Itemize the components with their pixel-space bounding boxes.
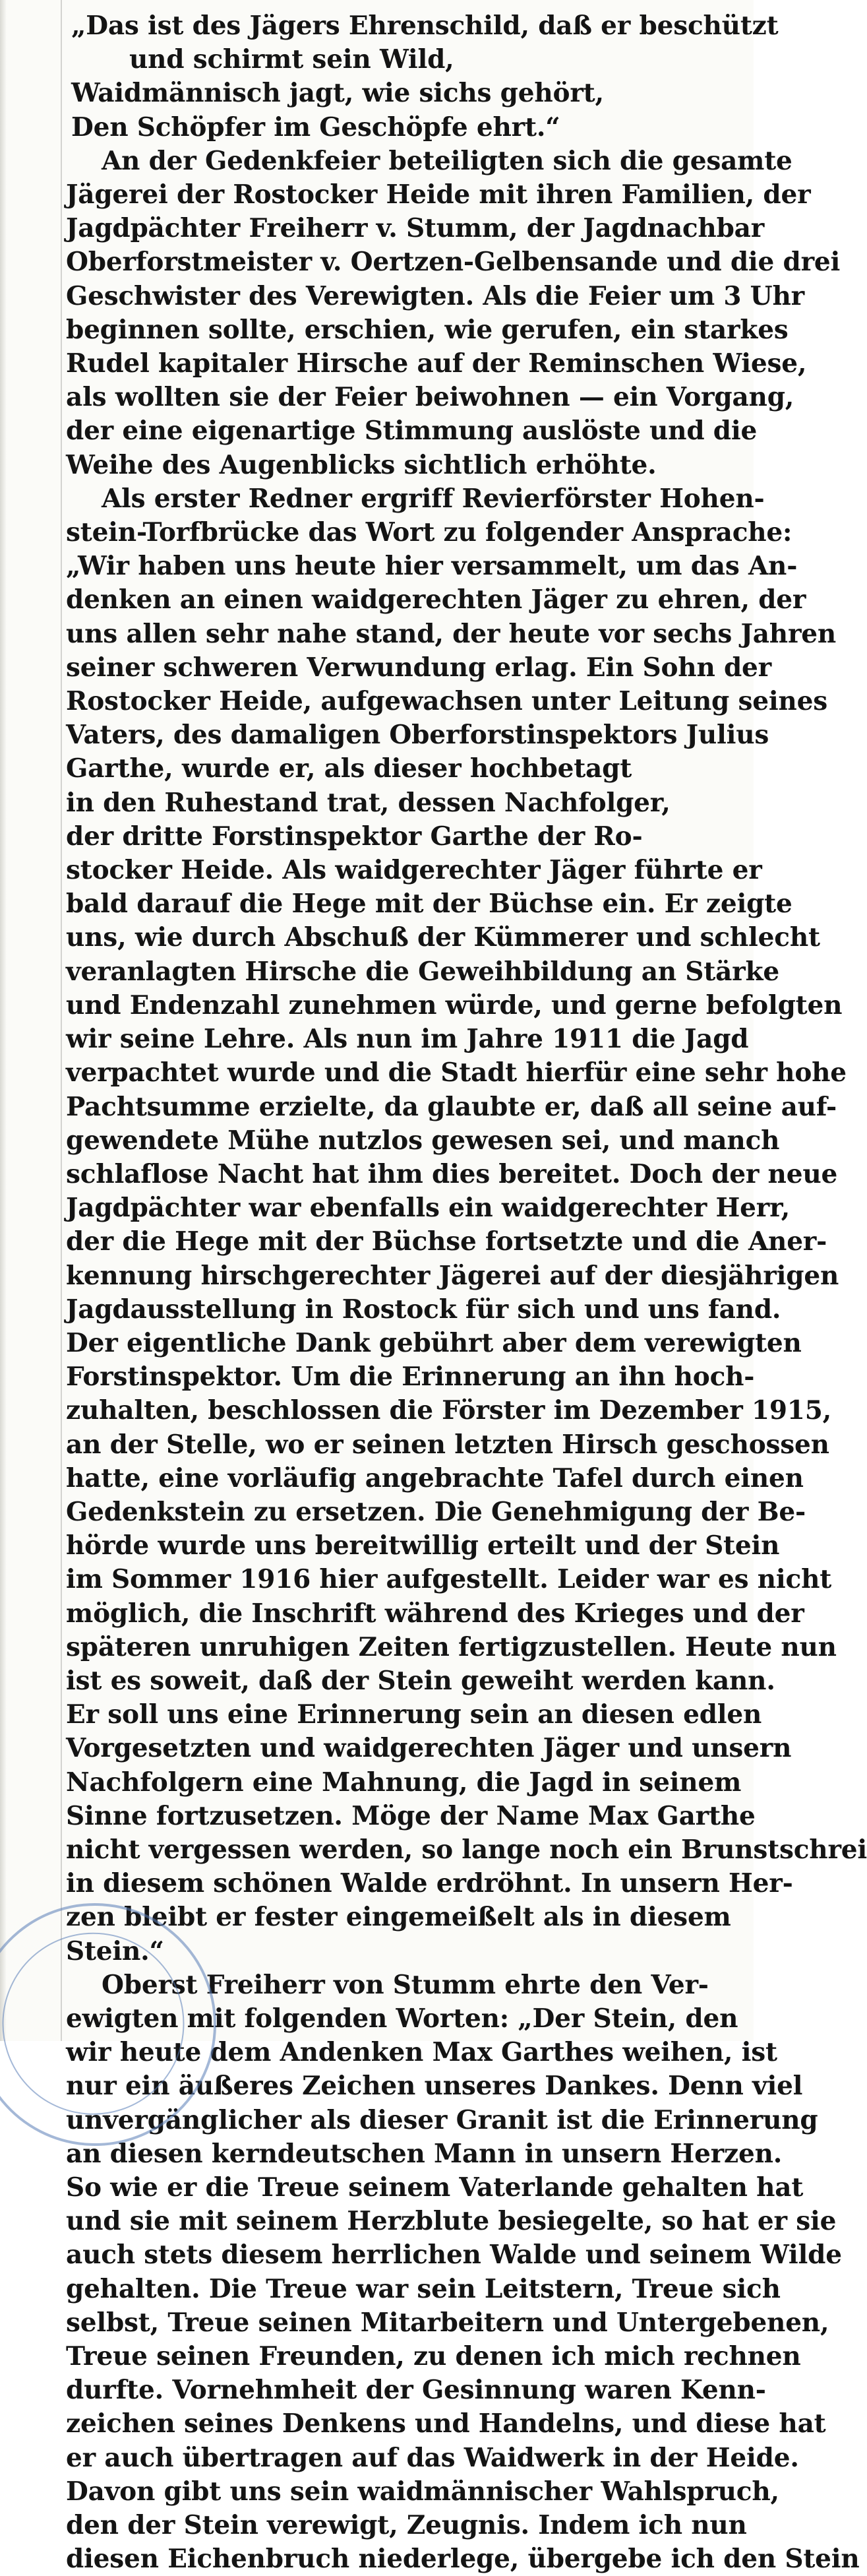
- text-line: „Wir haben uns heute hier versammelt, um das An-: [66, 551, 798, 582]
- text-line: kennung hirschgerechter Jägerei auf der diesjährigen: [66, 1260, 839, 1291]
- text-line: nur ein äußeres Zeichen unseres Dankes. Denn viel: [66, 2071, 803, 2102]
- text-line: hatte, eine vorläufig angebrachte Tafel durch einen: [66, 1462, 804, 1493]
- text-line: späteren unruhigen Zeiten fertigzustellen. Heute nun: [66, 1631, 837, 1662]
- text-line: Als erster Redner ergriff Revierförster Hohen-: [102, 483, 765, 514]
- text-line: „Das ist des Jägers Ehrenschild, daß er beschützt: [71, 11, 779, 41]
- text-line: Geschwister des Verewigten. Als die Feier um 3 Uhr: [66, 280, 804, 311]
- text-line: an der Stelle, wo er seinen letzten Hirsch geschossen: [66, 1429, 829, 1460]
- text-line: wir seine Lehre. Als nun im Jahre 1911 die Jagd: [66, 1024, 749, 1055]
- text-line: der eine eigenartige Stimmung auslöste und die: [66, 416, 758, 447]
- text-line: zuhalten, beschlossen die Förster im Dezember 1915,: [66, 1395, 832, 1426]
- text-line: Den Schöpfer im Geschöpfe ehrt.“: [71, 111, 560, 142]
- text-line: den der Stein verewigt, Zeugnis. Indem ich nun: [66, 2510, 747, 2541]
- text-line: Forstinspektor. Um die Erinnerung an ihn hoch-: [66, 1362, 755, 1393]
- text-line: zen bleibt er fester eingemeißelt als in diesem: [66, 1902, 731, 1933]
- text-line: Vorgesetzten und waidgerechten Jäger und unsern: [66, 1733, 792, 1764]
- text-line: diesen Eichenbruch niederlege, übergebe ich den Stein: [66, 2544, 860, 2575]
- text-line: und sie mit seinem Herzblute besiegelte, so hat er sie: [66, 2206, 837, 2237]
- text-line: wir heute dem Andenken Max Garthes weihen, ist: [66, 2037, 777, 2068]
- text-line: Sinne fortzusetzen. Möge der Name Max Garthe: [66, 1800, 756, 1831]
- text-line: An der Gedenkfeier beteiligten sich die gesamte: [102, 145, 792, 176]
- text-line: Rudel kapitaler Hirsche auf der Reminschen Wiese,: [66, 348, 807, 379]
- text-line: Waidmännisch jagt, wie sichs gehört,: [71, 78, 604, 109]
- text-line: der dritte Forstinspektor Garthe der Ro-: [66, 821, 643, 852]
- column-rule: [61, 0, 62, 2041]
- text-line: Weihe des Augenblicks sichtlich erhöhte.: [66, 449, 657, 480]
- text-line: gehalten. Die Treue war sein Leitstern, Treue sich: [66, 2273, 781, 2304]
- text-line: denken an einen waidgerechten Jäger zu ehren, der: [66, 584, 806, 615]
- text-line: Jagdausstellung in Rostock für sich und uns fand.: [66, 1294, 781, 1325]
- text-line: Er soll uns eine Erinnerung sein an diesen edlen: [66, 1699, 762, 1730]
- text-line: in diesem schönen Walde erdröhnt. In unsern Her-: [66, 1868, 793, 1899]
- text-line: Der eigentliche Dank gebührt aber dem verewigten: [66, 1327, 802, 1358]
- text-line: ist es soweit, daß der Stein geweiht werden kann.: [66, 1665, 775, 1696]
- text-line: verpachtet wurde und die Stadt hierfür eine sehr hohe: [66, 1057, 847, 1088]
- text-line: seiner schweren Verwundung erlag. Ein Sohn der: [66, 652, 772, 683]
- text-line: selbst, Treue seinen Mitarbeitern und Untergebenen,: [66, 2307, 829, 2338]
- text-line: im Sommer 1916 hier aufgestellt. Leider war es nicht: [66, 1564, 832, 1595]
- text-line: stein-Torfbrücke das Wort zu folgender Ansprache:: [66, 517, 792, 548]
- text-line: an diesen kerndeutschen Mann in unsern Herzen.: [66, 2138, 783, 2169]
- text-line: unvergänglicher als dieser Granit ist die Erinnerung: [66, 2104, 818, 2135]
- text-line: Treue seinen Freunden, zu denen ich mich rechnen: [66, 2341, 801, 2372]
- text-line: auch stets diesem herrlichen Walde und seinem Wilde: [66, 2240, 842, 2271]
- text-line: und Endenzahl zunehmen würde, und gerne befolgten: [66, 990, 843, 1021]
- text-line: Jägerei der Rostocker Heide mit ihren Familien, der: [66, 179, 811, 210]
- text-line: Oberst Freiherr von Stumm ehrte den Ver-: [102, 1969, 709, 2000]
- text-line: durfte. Vornehmheit der Gesinnung waren Kenn-: [66, 2375, 766, 2406]
- text-line: der die Hege mit der Büchse fortsetzte und die Aner-: [66, 1226, 827, 1257]
- page-edge-shadow: [0, 0, 7, 2041]
- text-line: Vaters, des damaligen Oberforstinspektors Julius: [66, 720, 769, 751]
- text-line: Pachtsumme erzielte, da glaubte er, daß all seine auf-: [66, 1091, 837, 1122]
- text-line: nicht vergessen werden, so lange noch ein Brunstschrei: [66, 1834, 867, 1865]
- text-line: er auch übertragen auf das Waidwerk in der Heide.: [66, 2442, 799, 2473]
- text-line: Garthe, wurde er, als dieser hochbetagt: [66, 753, 632, 784]
- text-line: gewendete Mühe nutzlos gewesen sei, und manch: [66, 1125, 780, 1156]
- text-line: uns, wie durch Abschuß der Kümmerer und schlecht: [66, 922, 820, 953]
- text-line: ewigten mit folgenden Worten: „Der Stein, den: [66, 2003, 738, 2034]
- text-line: stocker Heide. Als waidgerechter Jäger führte er: [66, 855, 762, 886]
- article-column: [66, 9, 867, 2575]
- text-line: Rostocker Heide, aufgewachsen unter Leitung seines: [66, 686, 827, 717]
- text-line: Gedenkstein zu ersetzen. Die Genehmigung der Be-: [66, 1496, 806, 1527]
- text-line: schlaflose Nacht hat ihm dies bereitet. Doch der neue: [66, 1158, 838, 1189]
- text-line: als wollten sie der Feier beiwohnen — ein Vorgang,: [66, 382, 794, 413]
- text-line: in den Ruhestand trat, dessen Nachfolger,: [66, 787, 671, 818]
- text-line: uns allen sehr nahe stand, der heute vor sechs Jahren: [66, 618, 837, 649]
- text-line: beginnen sollte, erschien, wie gerufen, ein starkes: [66, 314, 789, 345]
- text-line: zeichen seines Denkens und Handelns, und diese hat: [66, 2408, 826, 2439]
- text-line: So wie er die Treue seinem Vaterlande gehalten hat: [66, 2172, 804, 2203]
- text-line: Davon gibt uns sein waidmännischer Wahlspruch,: [66, 2476, 779, 2507]
- text-line: veranlagten Hirsche die Geweihbildung an Stärke: [66, 956, 779, 987]
- text-line: Oberforstmeister v. Oertzen-Gelbensande und die drei: [66, 247, 841, 278]
- text-line: bald darauf die Hege mit der Büchse ein. Er zeigte: [66, 889, 792, 920]
- text-line: Jagdpächter Freiherr v. Stumm, der Jagdnachbar: [66, 213, 765, 244]
- text-line: hörde wurde uns bereitwillig erteilt und der Stein: [66, 1530, 780, 1561]
- text-line: Nachfolgern eine Mahnung, die Jagd in seinem: [66, 1767, 742, 1798]
- text-line: Jagdpächter war ebenfalls ein waidgerechter Herr,: [66, 1193, 790, 1224]
- text-line: und schirmt sein Wild,: [129, 44, 454, 75]
- text-line: Stein.“: [66, 1935, 164, 1966]
- text-line: möglich, die Inschrift während des Krieges und der: [66, 1598, 804, 1629]
